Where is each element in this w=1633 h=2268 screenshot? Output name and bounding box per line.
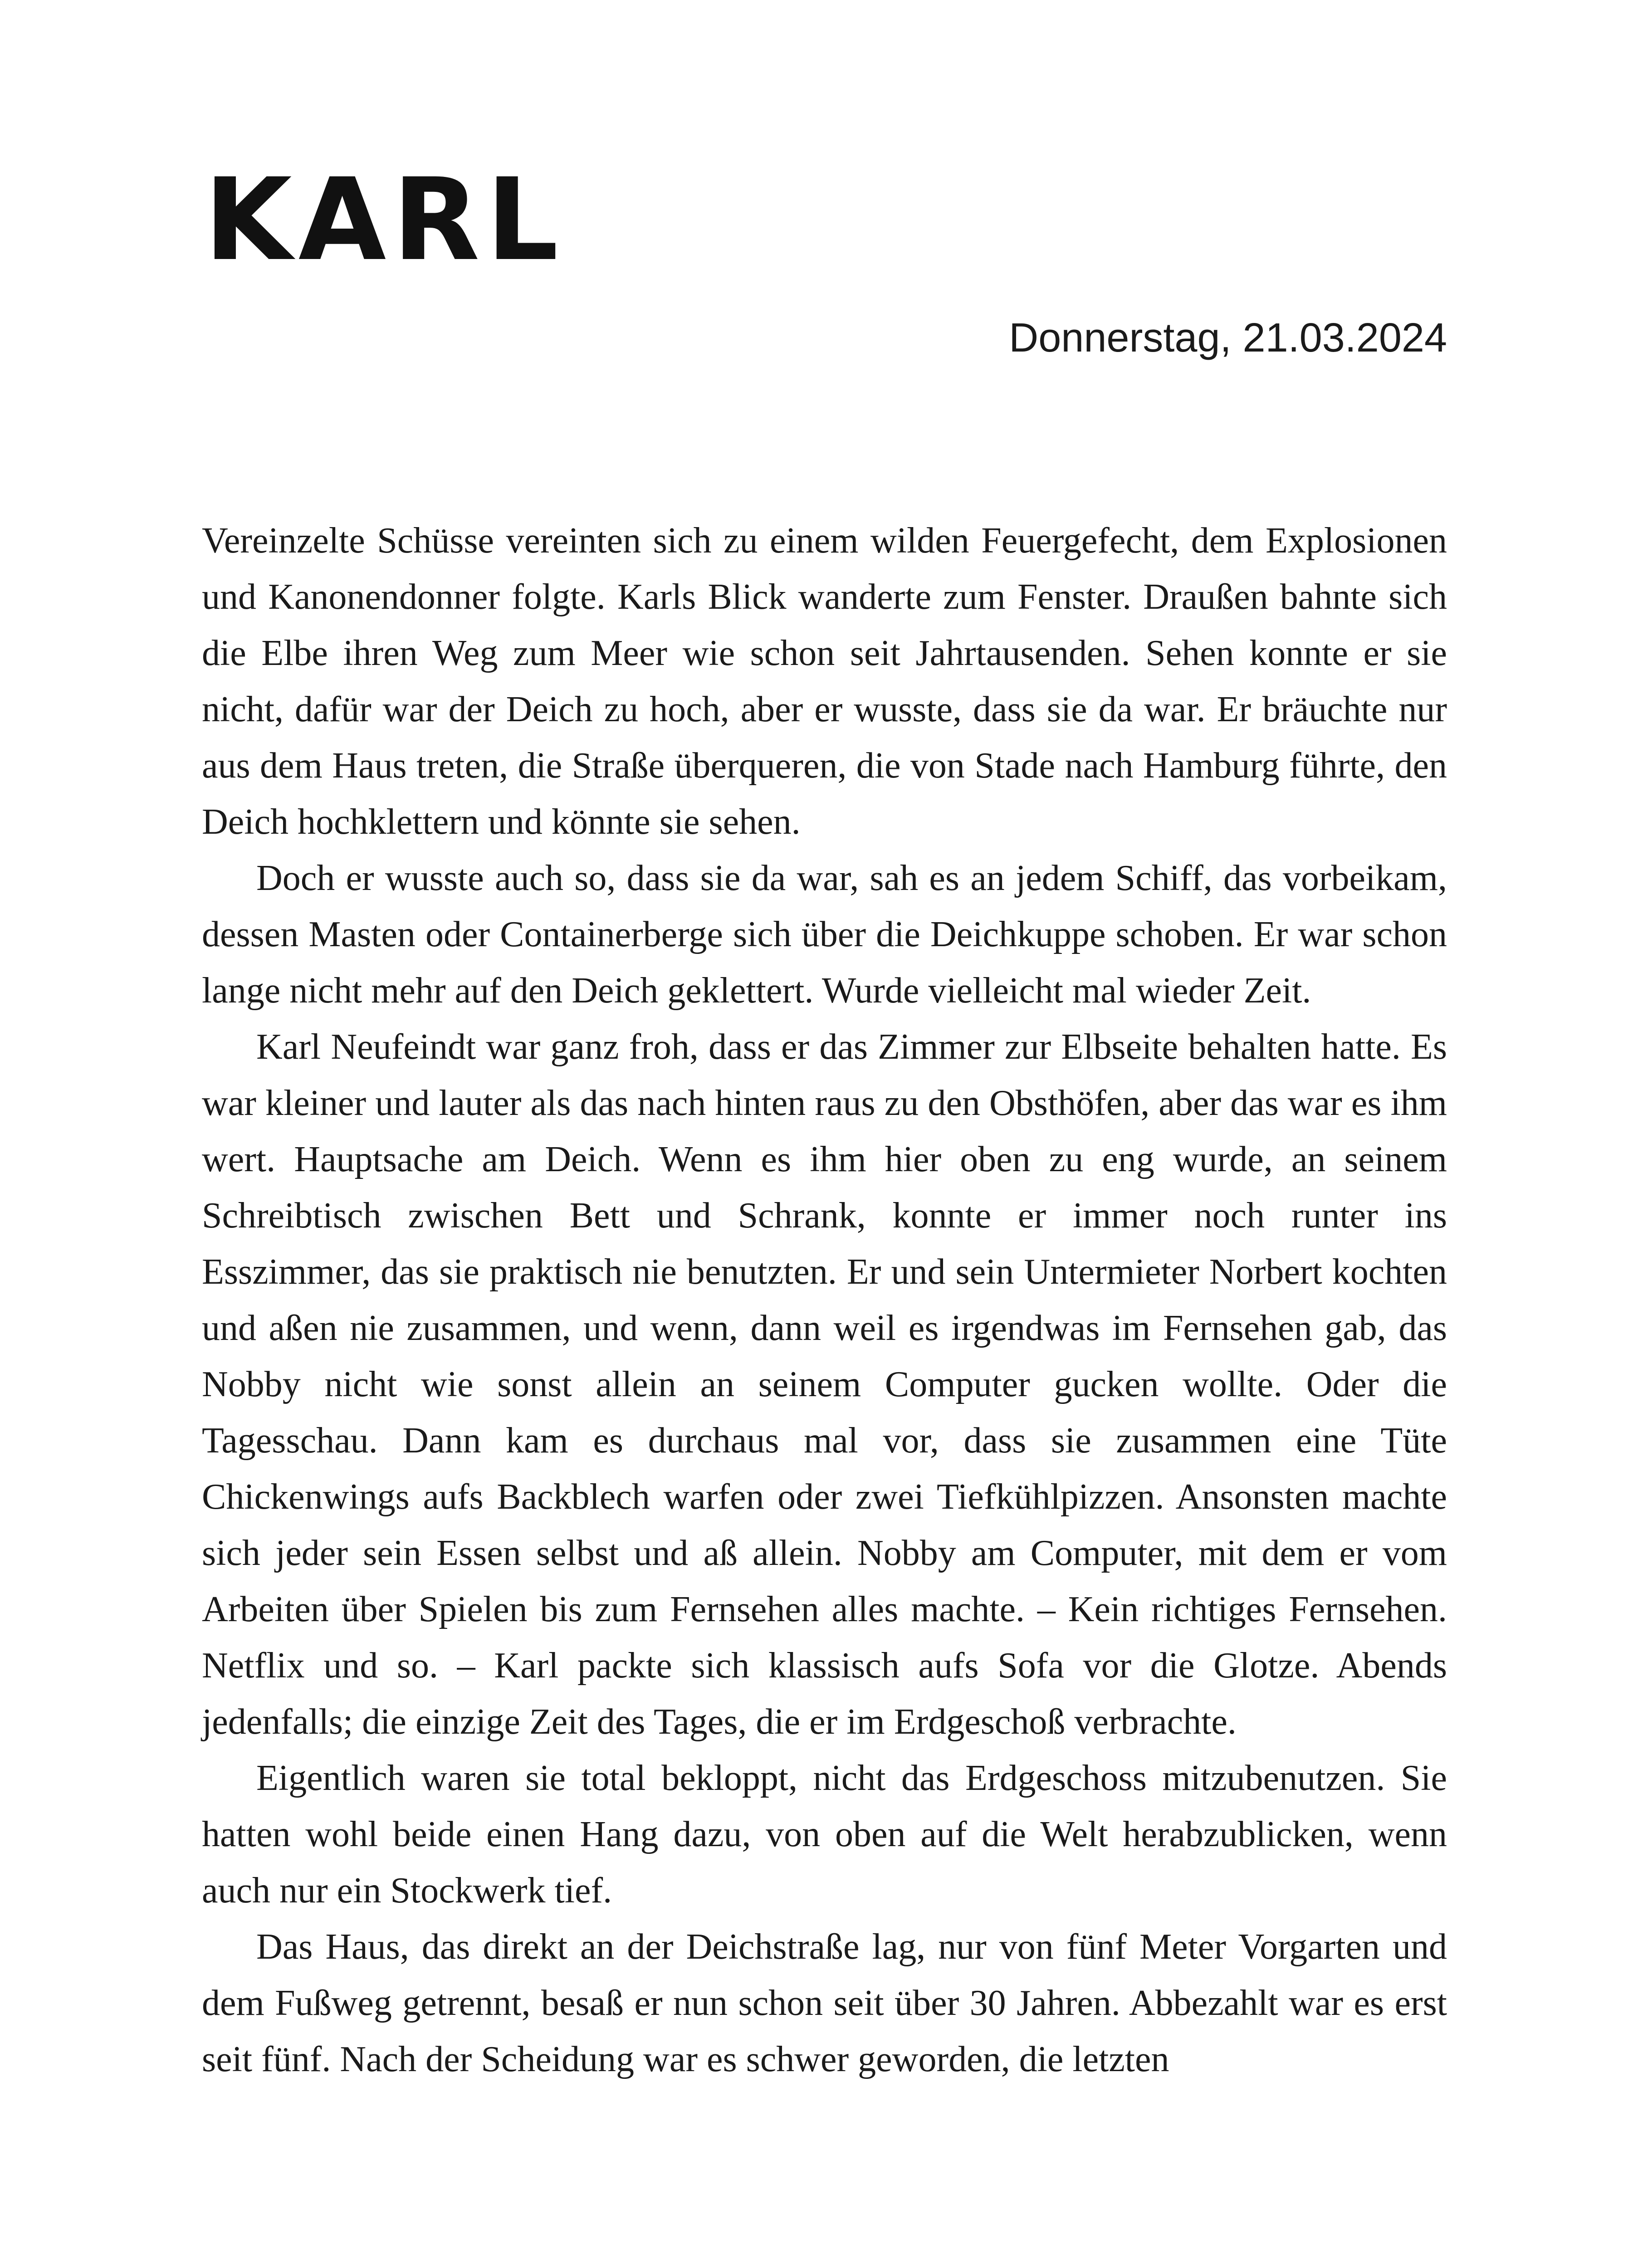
chapter-title: KARL — [204, 154, 565, 286]
paragraph: Eigentlich waren sie total bekloppt, nicht das Erdgeschoss mitzubenutzen. Sie hatten wohl beide einen Hang dazu, von oben auf die Welt herabzublicken, wenn auch nur ein Stockwerk tief. — [202, 1758, 1447, 1911]
chapter-date: Donnerstag, 21.03.2024 — [1009, 315, 1447, 361]
body-text — [202, 513, 1447, 2087]
paragraph: Das Haus, das direkt an der Deichstraße lag, nur von fünf Meter Vorgarten und dem Fußweg getrennt, besaß er nun schon seit über 30 Jahren. Abbezahlt war es erst seit fünf. Nach der Scheidung war es schwer geworden, die letzten — [202, 1927, 1447, 2079]
paragraph: Vereinzelte Schüsse vereinten sich zu einem wilden Feuergefecht, dem Explosionen und Kanonendonner folgte. Karls Blick wanderte zum Fenster. Draußen bahnte sich die Elbe ihren Weg zum Meer wie schon seit Jahrtausenden. Sehen konnte er sie nicht, dafür war der Deich zu hoch, aber er wusste, dass sie da war. Er bräuchte nur aus dem Haus treten, die Straße überqueren, die von Stade nach Hamburg führte, den Deich hochklettern und könnte sie sehen. — [202, 521, 1447, 842]
paragraph: Doch er wusste auch so, dass sie da war, sah es an jedem Schiff, das vorbeikam, dessen Masten oder Containerberge sich über die Deichkuppe schoben. Er war schon lange nicht mehr auf den Deich geklettert. Wurde vielleicht mal wieder Zeit. — [202, 858, 1447, 1011]
paragraph: Karl Neufeindt war ganz froh, dass er das Zimmer zur Elbseite behalten hatte. Es war kleiner und lauter als das nach hinten raus zu den Obsthöfen, aber das war es ihm wert. Hauptsache am Deich. Wenn es ihm hier oben zu eng wurde, an seinem Schreibtisch zwischen Bett und Schrank, konnte er immer noch runter ins Esszimmer, das sie praktisch nie benutzten. Er und sein Untermieter Norbert kochten und aßen nie zusammen, und wenn, dann weil es irgendwas im Fernsehen gab, das Nobby nicht wie sonst allein an seinem Computer gucken wollte. Oder die Tagesschau. Dann kam es durchaus mal vor, dass sie zusammen eine Tüte Chickenwings aufs Backblech warfen oder zwei Tiefkühlpizzen. Ansonsten machte sich jeder sein Essen selbst und aß allein. Nobby am Computer, mit dem er vom Arbeiten über Spielen bis zum Fernsehen alles machte. – Kein richtiges Fernsehen. Netflix und so. – Karl packte sich klassisch aufs Sofa vor die Glotze. Abends jedenfalls; die einzige Zeit des Tages, die er im Erdgeschoß verbrachte. — [202, 1027, 1447, 1742]
